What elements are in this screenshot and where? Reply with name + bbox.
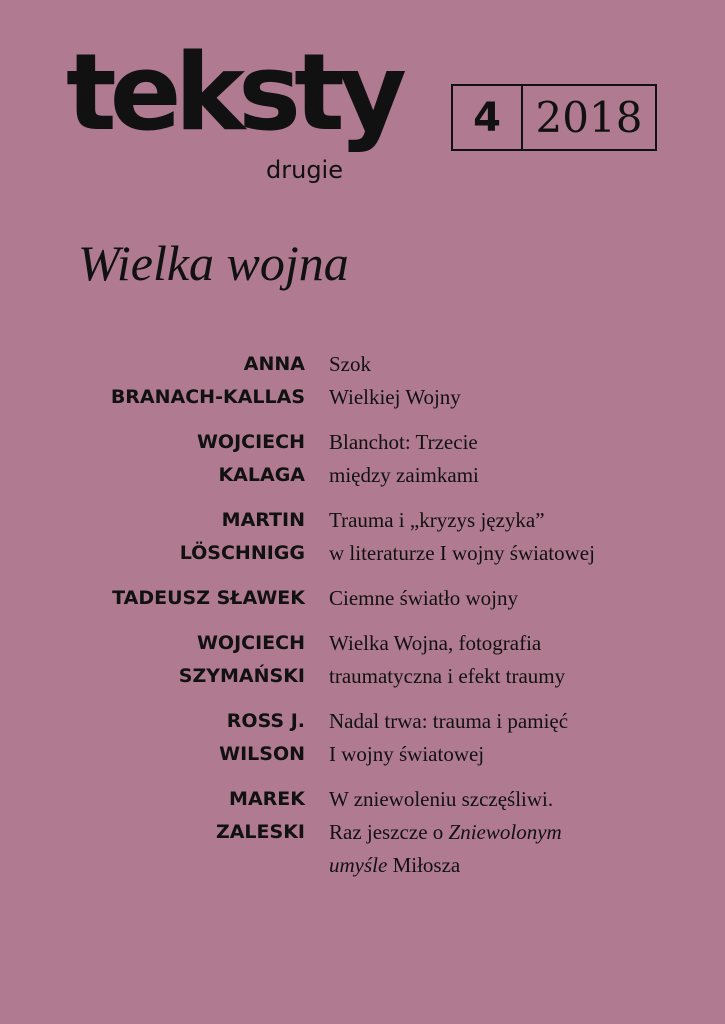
toc-article-title [329, 705, 680, 771]
toc-article-title [329, 783, 680, 882]
toc-article-title [329, 627, 680, 693]
toc-author [60, 504, 329, 570]
toc-author [60, 426, 329, 492]
toc-author [60, 348, 329, 414]
author-line: MAREK [229, 788, 305, 810]
author-line: ANNA [243, 353, 305, 375]
author-line: WOJCIECH [196, 431, 305, 453]
title-line: Trauma i „kryzys języka” [329, 508, 545, 532]
toc-entry [60, 504, 680, 570]
toc-article-title [329, 504, 680, 570]
magazine-logo [66, 31, 426, 190]
author-line: ROSS J. [226, 710, 305, 732]
issue-box [451, 84, 657, 151]
toc-author [60, 783, 329, 882]
logo-wordmark: teksty [66, 31, 400, 154]
title-line: I wojny światowej [329, 742, 485, 766]
title-line: Szok [329, 352, 371, 376]
author-line: WOJCIECH [196, 632, 305, 654]
toc-author [60, 627, 329, 693]
toc-entry [60, 705, 680, 771]
title-line: Ciemne światło wojny [329, 586, 518, 610]
author-line: TADEUSZ SŁAWEK [112, 587, 305, 609]
author-line: BRANACH-KALLAS [110, 386, 305, 408]
toc-entry [60, 426, 680, 492]
title-line [329, 849, 680, 882]
author-line: WILSON [219, 743, 305, 765]
toc-author [60, 582, 329, 615]
toc-author [60, 705, 329, 771]
title-italic-text: Zniewolonym [448, 820, 562, 844]
table-of-contents [60, 348, 680, 894]
author-line: SZYMAŃSKI [178, 665, 305, 687]
title-line: w literaturze I wojny światowej [329, 541, 595, 565]
toc-entry [60, 783, 680, 882]
issue-theme-title: Wielka wojna [78, 235, 349, 291]
toc-entry [60, 582, 680, 615]
author-line: MARTIN [221, 509, 305, 531]
issue-number: 4 [453, 86, 523, 149]
title-line: Blanchot: Trzecie [329, 430, 478, 454]
title-line: Wielkiej Wojny [329, 385, 461, 409]
title-line [329, 816, 680, 849]
author-line: KALAGA [218, 464, 305, 486]
toc-article-title [329, 582, 680, 615]
author-line: ZALESKI [215, 821, 305, 843]
title-line: W zniewoleniu szczęśliwi. [329, 787, 554, 811]
toc-article-title [329, 426, 680, 492]
toc-entry [60, 348, 680, 414]
title-line: Wielka Wojna, fotografia [329, 631, 542, 655]
title-text: Raz jeszcze o [329, 820, 449, 844]
title-line: między zaimkami [329, 463, 479, 487]
author-line: LÖSCHNIGG [179, 542, 305, 564]
issue-year: 2018 [535, 93, 643, 142]
toc-entry [60, 627, 680, 693]
logo-subtitle: drugie [266, 156, 343, 184]
title-line: Nadal trwa: trauma i pamięć [329, 709, 569, 733]
toc-article-title [329, 348, 680, 414]
title-line: traumatyczna i efekt traumy [329, 664, 566, 688]
title-italic-text: umyśle [329, 853, 388, 877]
title-text: Miłosza [387, 853, 461, 877]
